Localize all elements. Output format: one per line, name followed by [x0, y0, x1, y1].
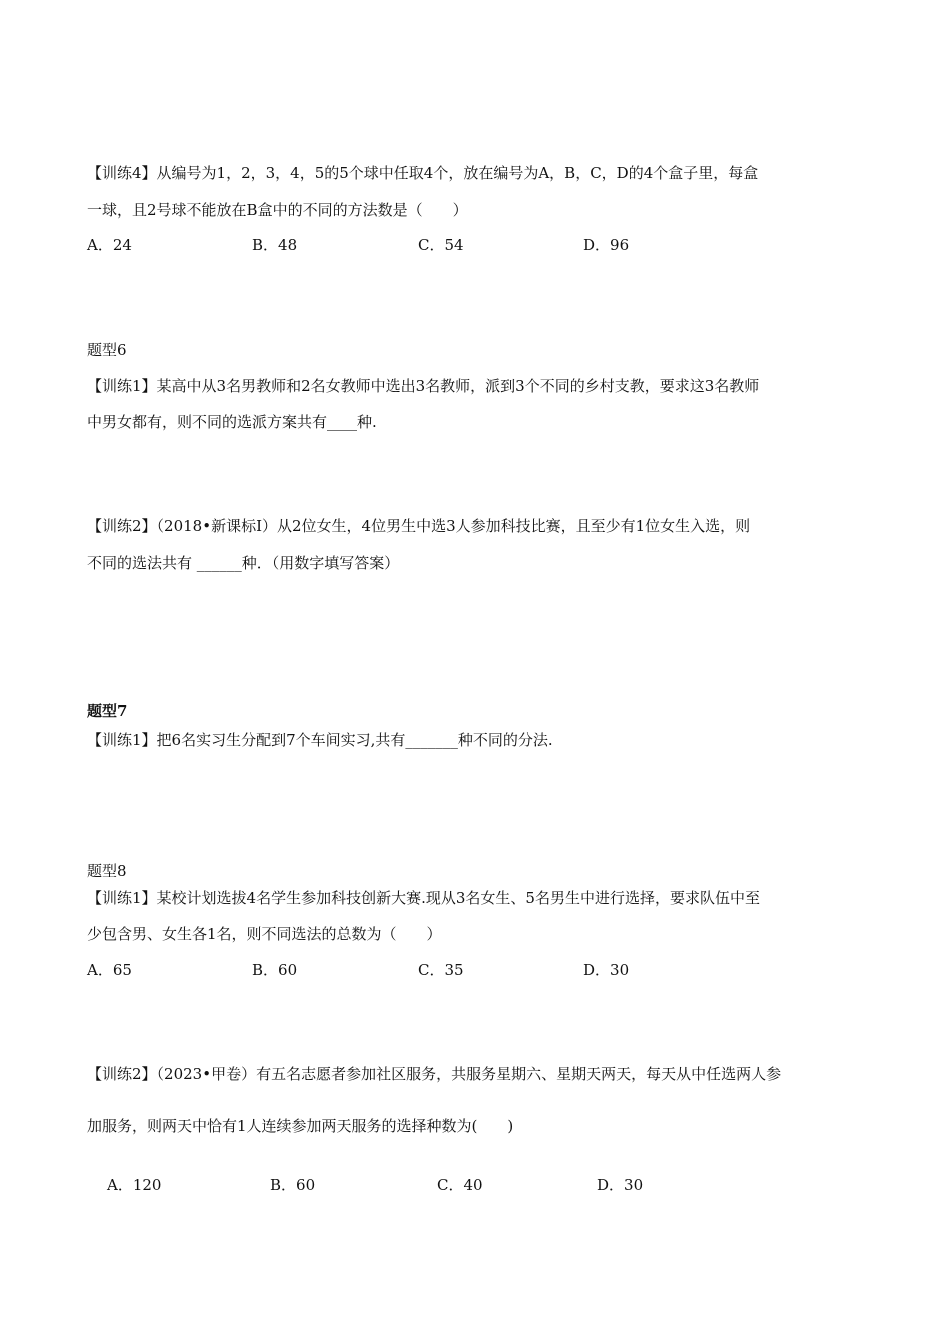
option-b: B．48	[252, 236, 298, 254]
question-text: 【训练1】把6名实习生分配到7个车间实习,共有_______种不同的分法.	[87, 731, 553, 749]
option-b: B．60	[252, 961, 298, 979]
option-b: B．60	[270, 1176, 316, 1194]
question-text: 【训练4】从编号为1，2，3，4，5的5个球中任取4个，放在编号为A，B，C，D的4个盒子里，每盒	[87, 164, 759, 182]
question-text: 【训练2】（2023•甲卷）有五名志愿者参加社区服务，共服务星期六、星期天两天，每天从中任选两人参	[87, 1065, 782, 1083]
question-text: 少包含男、女生各1名，则不同选法的总数为（ ）	[87, 925, 442, 943]
question-text: 加服务，则两天中恰有1人连续参加两天服务的选择种数为( )	[87, 1117, 514, 1135]
option-a: A．24	[87, 236, 132, 254]
option-a: A．65	[87, 961, 132, 979]
question-text: 中男女都有，则不同的选派方案共有____种.	[87, 413, 377, 431]
option-a: A．120	[107, 1176, 162, 1194]
question-text: 【训练1】某高中从3名男教师和2名女教师中选出3名教师，派到3个不同的乡村支教，要求这3名教师	[87, 377, 760, 395]
option-c: C．35	[418, 961, 464, 979]
option-d: D．30	[597, 1176, 644, 1194]
option-c: C．40	[437, 1176, 483, 1194]
question-text: 不同的选法共有 ______种．（用数字填写答案）	[87, 554, 400, 572]
section-heading: 题型8	[87, 862, 127, 880]
question-text: 【训练1】某校计划选拔4名学生参加科技创新大赛.现从3名女生、5名男生中进行选择，要求队伍中至	[87, 889, 760, 907]
section-heading: 题型7	[87, 702, 128, 720]
question-text: 【训练2】（2018•新课标Ⅰ）从2位女生，4位男生中选3人参加科技比赛，且至少有1位女生入选，则	[87, 517, 751, 535]
option-c: C．54	[418, 236, 464, 254]
question-text: 一球，且2号球不能放在B盒中的不同的方法数是（ ）	[87, 201, 468, 219]
option-d: D．30	[583, 961, 630, 979]
section-heading: 题型6	[87, 341, 127, 359]
option-d: D．96	[583, 236, 630, 254]
